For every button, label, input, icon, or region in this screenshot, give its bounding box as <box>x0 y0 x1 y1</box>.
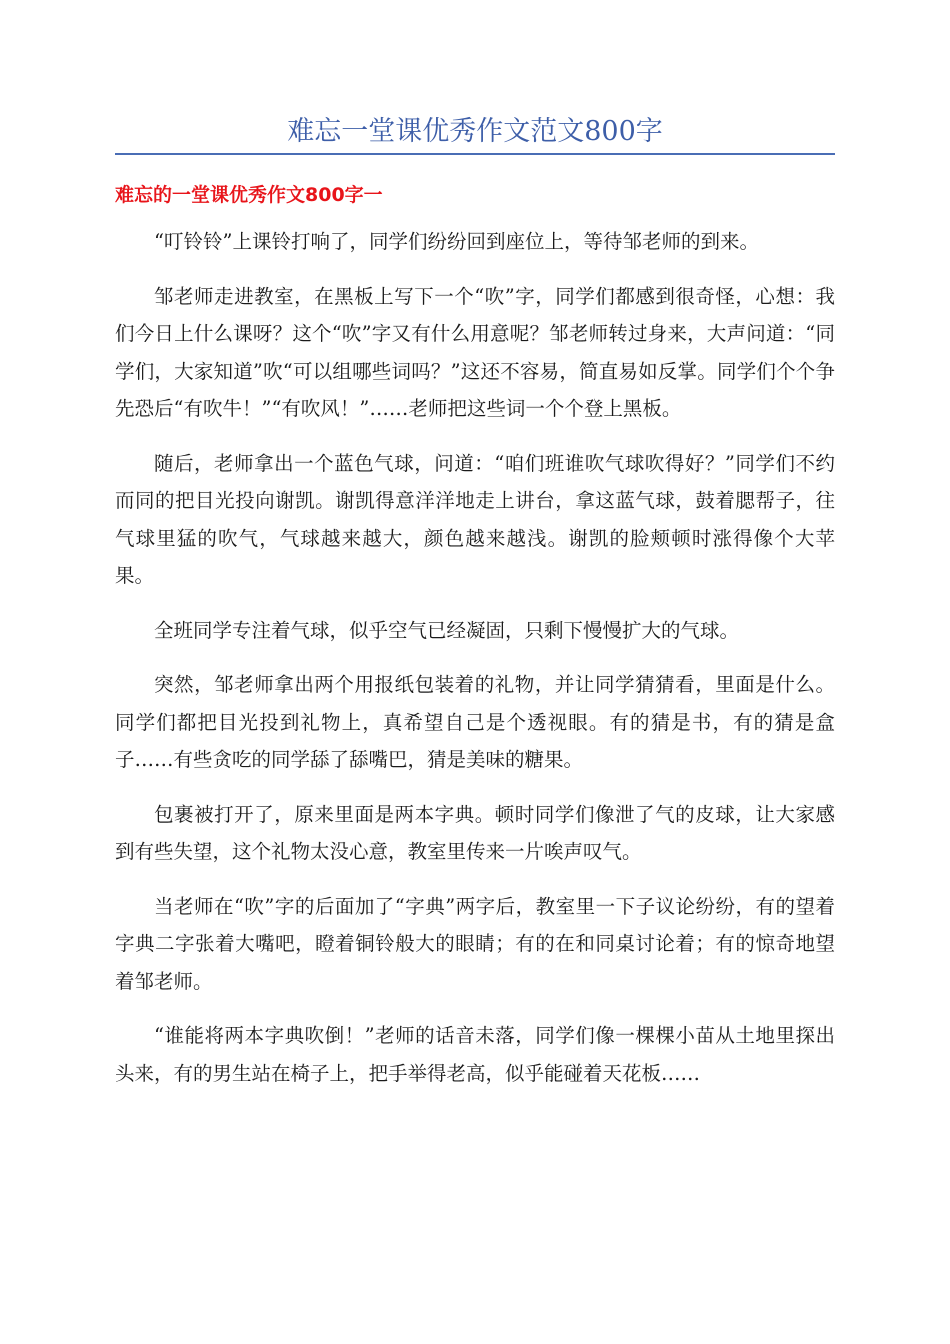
document-title: 难忘一堂课优秀作文范文800字 <box>287 116 663 147</box>
paragraph-7: 当老师在“吹”字的后面加了“字典”两字后，教室里一下子议论纷纷，有的望着字典二字张着大嘴吧，瞪着铜铃般大的眼睛；有的在和同桌讨论着；有的惊奇地望着邹老师。 <box>115 894 835 993</box>
paragraph-1: “叮铃铃”上课铃打响了，同学们纷纷回到座位上，等待邹老师的到来。 <box>154 230 759 253</box>
title-underline-divider <box>115 153 835 155</box>
paragraph-6: 包裹被打开了，原来里面是两本字典。顿时同学们像泄了气的皮球，让大家感到有些失望，这个礼物太没心意，教室里传来一片唉声叹气。 <box>115 802 835 863</box>
essay-body <box>115 223 835 1109</box>
paragraph-3: 随后，老师拿出一个蓝色气球，问道：“咱们班谁吹气球吹得好？”同学们不约而同的把目光投向谢凯。谢凯得意洋洋地走上讲台，拿这蓝气球，鼓着腮帮子，往气球里猛的吹气，气球越来越大，颜色越来越浅。谢凯的脸颊顿时涨得像个大苹果。 <box>115 451 835 587</box>
section-heading: 难忘的一堂课优秀作文800字一 <box>115 184 383 206</box>
paragraph-2: 邹老师走进教室，在黑板上写下一个“吹”字，同学们都感到很奇怪，心想：我们今日上什么课呀？这个“吹”字又有什么用意呢？邹老师转过身来，大声问道：“同学们，大家知道”吹“可以组哪些词吗？”这还不容易，简直易如反掌。同学们个个争先恐后“有吹牛！”“有吹风！”……老师把这些词一个个登上黑板。 <box>115 284 835 420</box>
paragraph-5: 突然，邹老师拿出两个用报纸包装着的礼物，并让同学猜猜看，里面是什么。同学们都把目光投到礼物上，真希望自己是个透视眼。有的猜是书，有的猜是盒子……有些贪吃的同学舔了舔嘴巴，猜是美味的糖果。 <box>115 673 835 771</box>
paragraph-8: “谁能将两本字典吹倒！”老师的话音未落，同学们像一棵棵小苗从土地里探出头来，有的男生站在椅子上，把手举得老高，似乎能碰着天花板…… <box>115 1024 835 1085</box>
paragraph-4: 全班同学专注着气球，似乎空气已经凝固，只剩下慢慢扩大的气球。 <box>154 618 740 642</box>
